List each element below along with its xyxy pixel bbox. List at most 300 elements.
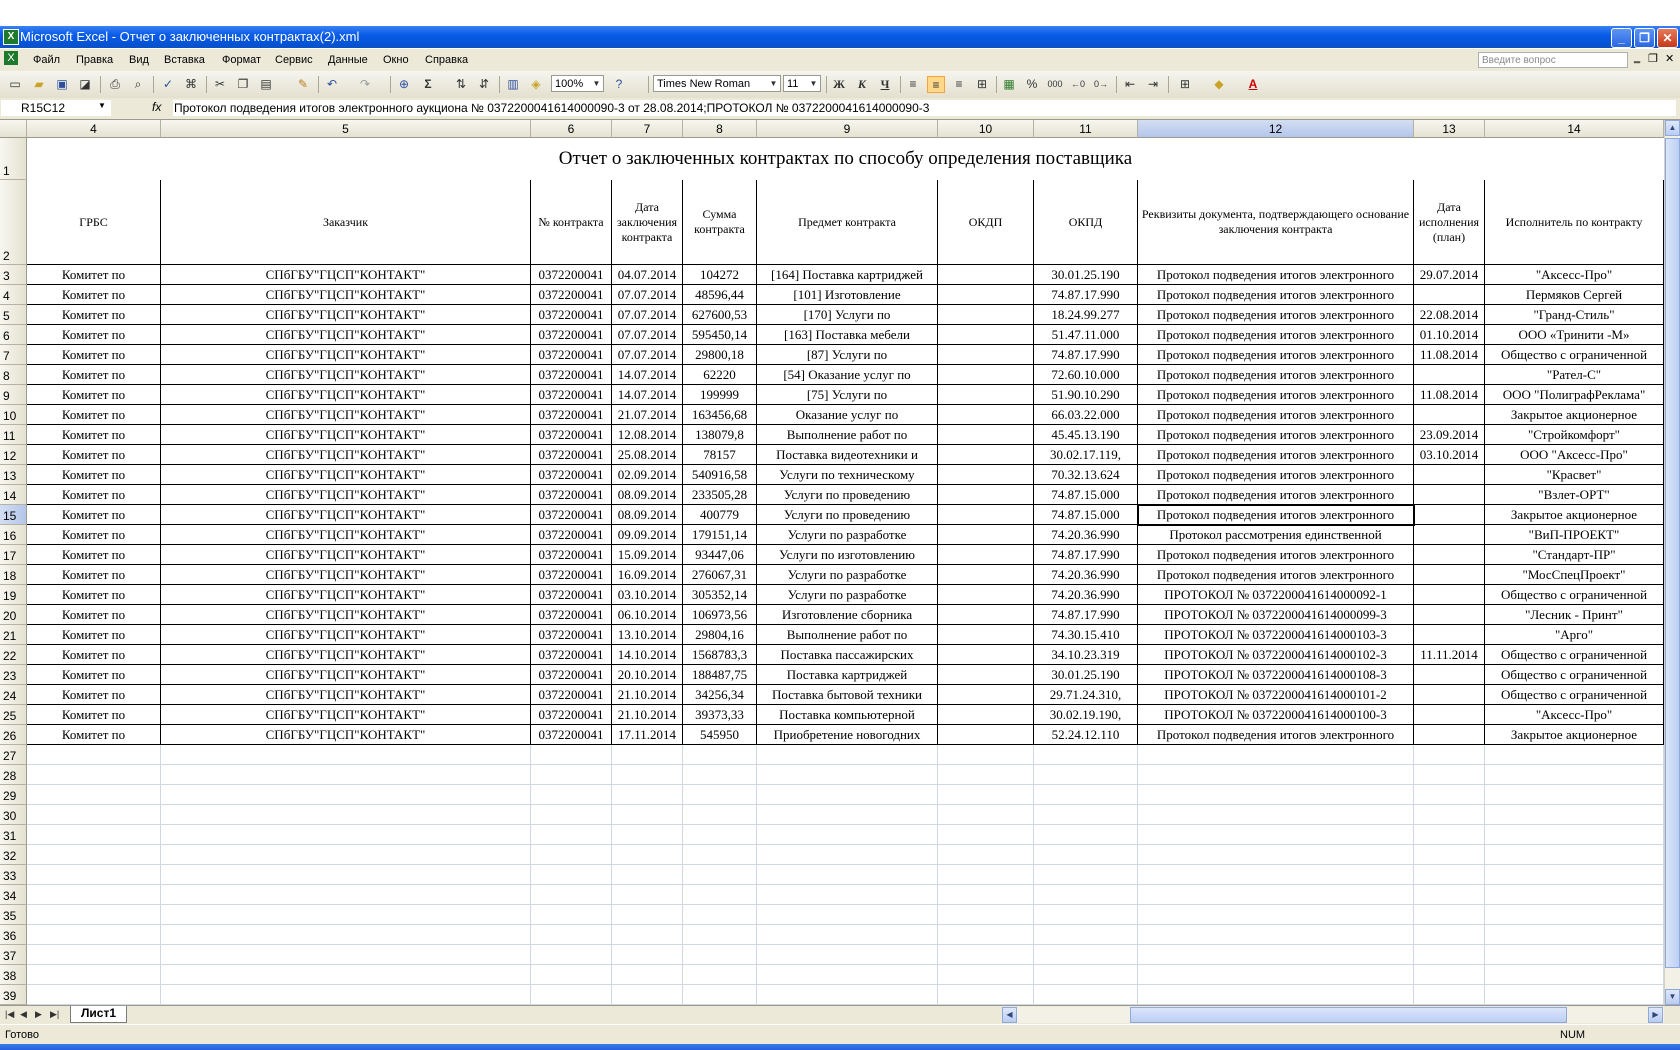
table-cell[interactable]: 0372200041 bbox=[531, 565, 612, 585]
table-cell[interactable] bbox=[1414, 625, 1485, 645]
table-cell[interactable]: 08.09.2014 bbox=[612, 505, 683, 525]
empty-cell[interactable] bbox=[757, 945, 938, 965]
table-cell[interactable]: "Стандарт-ПР" bbox=[1485, 545, 1664, 565]
empty-cell[interactable] bbox=[27, 925, 161, 945]
empty-cell[interactable] bbox=[938, 905, 1034, 925]
table-cell[interactable]: 30.02.19.190, bbox=[1034, 705, 1138, 725]
table-cell[interactable]: "Красвет" bbox=[1485, 465, 1664, 485]
empty-cell[interactable] bbox=[1138, 765, 1414, 785]
table-cell[interactable]: СПбГБУ"ГЦСП"КОНТАКТ" bbox=[161, 405, 531, 425]
row-header[interactable]: 19 bbox=[0, 585, 27, 605]
table-cell[interactable]: 0372200041 bbox=[531, 485, 612, 505]
increase-indent-icon[interactable]: ⇥ bbox=[1147, 77, 1159, 91]
print-icon[interactable]: ⎙ bbox=[110, 77, 120, 91]
empty-cell[interactable] bbox=[1138, 825, 1414, 845]
row-header[interactable]: 39 bbox=[0, 985, 27, 1005]
empty-cell[interactable] bbox=[1034, 865, 1138, 885]
empty-cell[interactable] bbox=[531, 945, 612, 965]
table-cell[interactable]: 70.32.13.624 bbox=[1034, 465, 1138, 485]
table-cell[interactable]: Услуги по разработке bbox=[757, 525, 938, 545]
column-header[interactable]: 7 bbox=[612, 120, 683, 138]
table-cell[interactable]: 74.20.36.990 bbox=[1034, 565, 1138, 585]
table-cell[interactable] bbox=[1414, 685, 1485, 705]
row-header[interactable]: 38 bbox=[0, 965, 27, 985]
table-header-cell[interactable]: Дата заключения контракта bbox=[612, 180, 683, 265]
table-cell[interactable] bbox=[938, 405, 1034, 425]
empty-cell[interactable] bbox=[1414, 985, 1485, 1005]
empty-cell[interactable] bbox=[938, 925, 1034, 945]
table-cell[interactable] bbox=[938, 725, 1034, 745]
empty-cell[interactable] bbox=[757, 825, 938, 845]
table-cell[interactable]: 305352,14 bbox=[683, 585, 757, 605]
table-cell[interactable]: 138079,8 bbox=[683, 425, 757, 445]
empty-cell[interactable] bbox=[1414, 905, 1485, 925]
table-cell[interactable] bbox=[938, 365, 1034, 385]
table-cell[interactable]: 12.08.2014 bbox=[612, 425, 683, 445]
empty-cell[interactable] bbox=[161, 785, 531, 805]
table-cell[interactable] bbox=[1414, 665, 1485, 685]
table-cell[interactable]: [101] Изготовление bbox=[757, 285, 938, 305]
align-center-icon[interactable]: ≡ bbox=[927, 76, 945, 93]
empty-cell[interactable] bbox=[27, 965, 161, 985]
copy-icon[interactable]: ❐ bbox=[237, 77, 249, 91]
empty-cell[interactable] bbox=[1414, 745, 1485, 765]
table-cell[interactable]: 13.10.2014 bbox=[612, 625, 683, 645]
table-cell[interactable]: 07.07.2014 bbox=[612, 285, 683, 305]
permission-icon[interactable]: ◪ bbox=[79, 77, 91, 91]
table-header-cell[interactable]: ГРБС bbox=[27, 180, 161, 265]
empty-cell[interactable] bbox=[757, 845, 938, 865]
empty-cell[interactable] bbox=[938, 945, 1034, 965]
empty-cell[interactable] bbox=[531, 925, 612, 945]
empty-cell[interactable] bbox=[1138, 985, 1414, 1005]
empty-cell[interactable] bbox=[1034, 845, 1138, 865]
table-cell[interactable]: 29.07.2014 bbox=[1414, 265, 1485, 285]
first-sheet-icon[interactable]: |◀ bbox=[5, 1009, 15, 1019]
font-color-button[interactable]: A bbox=[1248, 77, 1258, 91]
fx-icon[interactable]: fx bbox=[152, 100, 162, 114]
empty-cell[interactable] bbox=[1485, 805, 1664, 825]
empty-cell[interactable] bbox=[1414, 765, 1485, 785]
empty-cell[interactable] bbox=[612, 825, 683, 845]
open-icon[interactable]: ▰ bbox=[34, 77, 44, 91]
table-cell[interactable]: Комитет по bbox=[27, 325, 161, 345]
table-cell[interactable]: 93447,06 bbox=[683, 545, 757, 565]
table-cell[interactable]: 15.09.2014 bbox=[612, 545, 683, 565]
sort-descending-icon[interactable]: ⇵ bbox=[478, 77, 490, 91]
table-cell[interactable] bbox=[1414, 605, 1485, 625]
row-header[interactable]: 31 bbox=[0, 825, 27, 845]
table-cell[interactable]: 29804,16 bbox=[683, 625, 757, 645]
table-header-cell[interactable]: Реквизиты документа, подтверждающего основание заключения контракта bbox=[1138, 180, 1414, 265]
table-cell[interactable]: 06.10.2014 bbox=[612, 605, 683, 625]
table-cell[interactable]: Комитет по bbox=[27, 285, 161, 305]
table-cell[interactable]: "Аксесс-Про" bbox=[1485, 705, 1664, 725]
table-cell[interactable]: Выполнение работ по bbox=[757, 625, 938, 645]
formula-input[interactable]: Протокол подведения итогов электронного аукциона № 0372200041614000090-3 от 28.08.2014;ПРОТОКОЛ № 0372200041614000090-3 bbox=[173, 100, 1676, 116]
empty-cell[interactable] bbox=[612, 965, 683, 985]
table-cell[interactable]: ПРОТОКОЛ № 0372200041614000100-3 bbox=[1138, 705, 1414, 725]
table-cell[interactable]: СПбГБУ"ГЦСП"КОНТАКТ" bbox=[161, 645, 531, 665]
workbook-close-icon[interactable]: ✕ bbox=[1665, 53, 1675, 65]
table-cell[interactable]: 11.11.2014 bbox=[1414, 645, 1485, 665]
table-cell[interactable]: Протокол подведения итогов электронного bbox=[1138, 305, 1414, 325]
table-cell[interactable]: 106973,56 bbox=[683, 605, 757, 625]
empty-cell[interactable] bbox=[683, 945, 757, 965]
table-cell[interactable]: 30.01.25.190 bbox=[1034, 265, 1138, 285]
table-cell[interactable]: 52.24.12.110 bbox=[1034, 725, 1138, 745]
table-cell[interactable]: 1568783,3 bbox=[683, 645, 757, 665]
table-cell[interactable] bbox=[938, 665, 1034, 685]
table-cell[interactable]: Комитет по bbox=[27, 525, 161, 545]
row-header[interactable]: 34 bbox=[0, 885, 27, 905]
close-button[interactable]: ✕ bbox=[1657, 28, 1678, 48]
empty-cell[interactable] bbox=[1138, 805, 1414, 825]
paste-icon[interactable]: ▤ bbox=[260, 77, 272, 91]
empty-cell[interactable] bbox=[1485, 945, 1664, 965]
workbook-icon[interactable]: X bbox=[4, 51, 18, 65]
table-cell[interactable]: 0372200041 bbox=[531, 425, 612, 445]
empty-cell[interactable] bbox=[612, 865, 683, 885]
empty-cell[interactable] bbox=[938, 745, 1034, 765]
table-cell[interactable]: Комитет по bbox=[27, 505, 161, 525]
empty-cell[interactable] bbox=[1138, 865, 1414, 885]
empty-cell[interactable] bbox=[683, 865, 757, 885]
empty-cell[interactable] bbox=[1485, 925, 1664, 945]
empty-cell[interactable] bbox=[1414, 825, 1485, 845]
table-cell[interactable] bbox=[938, 585, 1034, 605]
table-cell[interactable]: 08.09.2014 bbox=[612, 485, 683, 505]
empty-cell[interactable] bbox=[1414, 965, 1485, 985]
table-cell[interactable]: 07.07.2014 bbox=[612, 345, 683, 365]
table-cell[interactable]: Пермяков Сергей bbox=[1485, 285, 1664, 305]
table-cell[interactable]: 163456,68 bbox=[683, 405, 757, 425]
table-cell[interactable]: Поставка компьютерной bbox=[757, 705, 938, 725]
empty-cell[interactable] bbox=[683, 765, 757, 785]
empty-cell[interactable] bbox=[612, 845, 683, 865]
table-cell[interactable]: 29800,18 bbox=[683, 345, 757, 365]
empty-cell[interactable] bbox=[757, 865, 938, 885]
empty-cell[interactable] bbox=[531, 965, 612, 985]
column-header[interactable]: 6 bbox=[531, 120, 612, 138]
table-cell[interactable] bbox=[938, 485, 1034, 505]
table-cell[interactable] bbox=[1414, 285, 1485, 305]
table-cell[interactable]: Приобретение новогодних bbox=[757, 725, 938, 745]
table-cell[interactable] bbox=[938, 525, 1034, 545]
empty-cell[interactable] bbox=[1485, 745, 1664, 765]
table-cell[interactable] bbox=[938, 345, 1034, 365]
merge-center-icon[interactable]: ⊞ bbox=[976, 77, 988, 91]
table-cell[interactable]: Закрытое акционерное bbox=[1485, 725, 1664, 745]
table-cell[interactable] bbox=[1414, 465, 1485, 485]
empty-cell[interactable] bbox=[1138, 905, 1414, 925]
table-cell[interactable]: Комитет по bbox=[27, 565, 161, 585]
table-cell[interactable] bbox=[938, 285, 1034, 305]
autosum-icon[interactable]: Σ bbox=[424, 77, 432, 91]
table-cell[interactable]: ПРОТОКОЛ № 0372200041614000102-3 bbox=[1138, 645, 1414, 665]
table-cell[interactable]: СПбГБУ"ГЦСП"КОНТАКТ" bbox=[161, 545, 531, 565]
table-cell[interactable]: СПбГБУ"ГЦСП"КОНТАКТ" bbox=[161, 305, 531, 325]
next-sheet-icon[interactable]: ▶ bbox=[35, 1009, 42, 1019]
table-cell[interactable]: СПбГБУ"ГЦСП"КОНТАКТ" bbox=[161, 425, 531, 445]
minimize-button[interactable]: _ bbox=[1611, 28, 1632, 48]
empty-cell[interactable] bbox=[1414, 785, 1485, 805]
table-cell[interactable]: 72.60.10.000 bbox=[1034, 365, 1138, 385]
empty-cell[interactable] bbox=[27, 905, 161, 925]
row-header[interactable]: 20 bbox=[0, 605, 27, 625]
empty-cell[interactable] bbox=[612, 905, 683, 925]
table-cell[interactable] bbox=[1414, 525, 1485, 545]
row-header[interactable]: 11 bbox=[0, 425, 27, 445]
row-header[interactable]: 1 bbox=[0, 138, 27, 180]
table-cell[interactable]: СПбГБУ"ГЦСП"КОНТАКТ" bbox=[161, 325, 531, 345]
row-header[interactable]: 28 bbox=[0, 765, 27, 785]
empty-cell[interactable] bbox=[1138, 945, 1414, 965]
table-cell[interactable] bbox=[1414, 725, 1485, 745]
empty-cell[interactable] bbox=[938, 805, 1034, 825]
table-cell[interactable]: ООО «Тринити -М» bbox=[1485, 325, 1664, 345]
table-cell[interactable]: Протокол рассмотрения единственной bbox=[1138, 525, 1414, 545]
row-header[interactable]: 18 bbox=[0, 565, 27, 585]
empty-cell[interactable] bbox=[1138, 845, 1414, 865]
row-header[interactable]: 14 bbox=[0, 485, 27, 505]
empty-cell[interactable] bbox=[161, 745, 531, 765]
row-header[interactable]: 37 bbox=[0, 945, 27, 965]
empty-cell[interactable] bbox=[683, 785, 757, 805]
empty-cell[interactable] bbox=[683, 925, 757, 945]
table-cell[interactable]: Комитет по bbox=[27, 365, 161, 385]
empty-cell[interactable] bbox=[27, 945, 161, 965]
row-header[interactable]: 15 bbox=[0, 505, 27, 525]
table-cell[interactable]: [170] Услуги по bbox=[757, 305, 938, 325]
table-header-cell[interactable]: Сумма контракта bbox=[683, 180, 757, 265]
table-header-cell[interactable]: Исполнитель по контракту bbox=[1485, 180, 1664, 265]
table-cell[interactable]: Комитет по bbox=[27, 705, 161, 725]
table-cell[interactable]: 21.10.2014 bbox=[612, 685, 683, 705]
row-header[interactable]: 5 bbox=[0, 305, 27, 325]
table-cell[interactable]: [87] Услуги по bbox=[757, 345, 938, 365]
save-icon[interactable]: ▣ bbox=[56, 77, 68, 91]
table-cell[interactable]: СПбГБУ"ГЦСП"КОНТАКТ" bbox=[161, 525, 531, 545]
table-cell[interactable] bbox=[938, 705, 1034, 725]
menu-help[interactable]: Справка bbox=[425, 54, 469, 66]
table-cell[interactable]: 14.07.2014 bbox=[612, 385, 683, 405]
table-cell[interactable]: Общество с ограниченной bbox=[1485, 665, 1664, 685]
table-cell[interactable]: 0372200041 bbox=[531, 625, 612, 645]
empty-cell[interactable] bbox=[683, 905, 757, 925]
table-cell[interactable]: Протокол подведения итогов электронного bbox=[1138, 385, 1414, 405]
table-cell[interactable]: 545950 bbox=[683, 725, 757, 745]
menu-insert[interactable]: Вставка bbox=[164, 54, 205, 66]
table-cell[interactable]: 595450,14 bbox=[683, 325, 757, 345]
table-cell[interactable] bbox=[938, 685, 1034, 705]
table-cell[interactable]: Поставка пассажирских bbox=[757, 645, 938, 665]
table-cell[interactable]: [54] Оказание услуг по bbox=[757, 365, 938, 385]
table-cell[interactable]: Комитет по bbox=[27, 265, 161, 285]
table-cell[interactable]: 74.87.17.990 bbox=[1034, 345, 1138, 365]
table-cell[interactable]: "Взлет-ОРТ" bbox=[1485, 485, 1664, 505]
column-header[interactable]: 5 bbox=[161, 120, 531, 138]
empty-cell[interactable] bbox=[161, 805, 531, 825]
empty-cell[interactable] bbox=[27, 785, 161, 805]
empty-cell[interactable] bbox=[1414, 865, 1485, 885]
table-cell[interactable] bbox=[1414, 545, 1485, 565]
empty-cell[interactable] bbox=[938, 845, 1034, 865]
empty-cell[interactable] bbox=[161, 865, 531, 885]
table-cell[interactable]: 01.10.2014 bbox=[1414, 325, 1485, 345]
empty-cell[interactable] bbox=[1485, 765, 1664, 785]
row-header[interactable]: 25 bbox=[0, 705, 27, 725]
zoom-select[interactable] bbox=[551, 75, 604, 92]
table-cell[interactable]: 45.45.13.190 bbox=[1034, 425, 1138, 445]
table-cell[interactable]: Комитет по bbox=[27, 345, 161, 365]
table-cell[interactable]: 11.08.2014 bbox=[1414, 385, 1485, 405]
table-cell[interactable]: СПбГБУ"ГЦСП"КОНТАКТ" bbox=[161, 385, 531, 405]
decrease-decimal-icon[interactable]: 0→ bbox=[1093, 79, 1108, 89]
table-cell[interactable] bbox=[1414, 365, 1485, 385]
table-cell[interactable]: СПбГБУ"ГЦСП"КОНТАКТ" bbox=[161, 485, 531, 505]
row-header[interactable]: 21 bbox=[0, 625, 27, 645]
table-cell[interactable]: ПРОТОКОЛ № 0372200041614000108-3 bbox=[1138, 665, 1414, 685]
table-cell[interactable]: СПбГБУ"ГЦСП"КОНТАКТ" bbox=[161, 505, 531, 525]
menu-data[interactable]: Данные bbox=[328, 54, 368, 66]
fill-color-icon[interactable]: ◆ bbox=[1214, 77, 1224, 91]
row-header[interactable]: 30 bbox=[0, 805, 27, 825]
row-header[interactable]: 6 bbox=[0, 325, 27, 345]
column-header[interactable]: 8 bbox=[683, 120, 757, 138]
table-cell[interactable]: ООО "ПолиграфРеклама" bbox=[1485, 385, 1664, 405]
table-cell[interactable]: 0372200041 bbox=[531, 365, 612, 385]
table-cell[interactable] bbox=[938, 265, 1034, 285]
row-header[interactable]: 32 bbox=[0, 845, 27, 865]
table-cell[interactable]: 0372200041 bbox=[531, 585, 612, 605]
empty-cell[interactable] bbox=[938, 965, 1034, 985]
hyperlink-icon[interactable]: ⊕ bbox=[398, 77, 410, 91]
sheet-tab[interactable]: Лист1 bbox=[70, 1006, 127, 1023]
column-header[interactable]: 13 bbox=[1414, 120, 1485, 138]
empty-cell[interactable] bbox=[683, 825, 757, 845]
table-cell[interactable]: 0372200041 bbox=[531, 265, 612, 285]
table-cell[interactable]: "Гранд-Стиль" bbox=[1485, 305, 1664, 325]
scroll-left-icon[interactable]: ◀ bbox=[1002, 1007, 1017, 1023]
table-cell[interactable]: СПбГБУ"ГЦСП"КОНТАКТ" bbox=[161, 445, 531, 465]
table-cell[interactable]: Протокол подведения итогов электронного bbox=[1138, 505, 1414, 525]
italic-button[interactable]: К bbox=[857, 77, 867, 91]
empty-cell[interactable] bbox=[683, 885, 757, 905]
empty-cell[interactable] bbox=[1138, 745, 1414, 765]
empty-cell[interactable] bbox=[1034, 945, 1138, 965]
table-cell[interactable]: "МосСпецПроект" bbox=[1485, 565, 1664, 585]
table-cell[interactable]: Общество с ограниченной bbox=[1485, 645, 1664, 665]
empty-cell[interactable] bbox=[612, 885, 683, 905]
row-header[interactable]: 9 bbox=[0, 385, 27, 405]
table-cell[interactable]: СПбГБУ"ГЦСП"КОНТАКТ" bbox=[161, 685, 531, 705]
table-cell[interactable] bbox=[938, 545, 1034, 565]
empty-cell[interactable] bbox=[1485, 845, 1664, 865]
empty-cell[interactable] bbox=[612, 765, 683, 785]
empty-cell[interactable] bbox=[1034, 985, 1138, 1005]
empty-cell[interactable] bbox=[27, 825, 161, 845]
table-cell[interactable] bbox=[938, 645, 1034, 665]
table-cell[interactable]: "Рател-С" bbox=[1485, 365, 1664, 385]
menu-file[interactable]: Файл bbox=[33, 54, 61, 66]
table-header-cell[interactable]: ОКДП bbox=[938, 180, 1034, 265]
empty-cell[interactable] bbox=[938, 825, 1034, 845]
empty-cell[interactable] bbox=[531, 805, 612, 825]
table-cell[interactable]: 18.24.99.277 bbox=[1034, 305, 1138, 325]
empty-cell[interactable] bbox=[1034, 925, 1138, 945]
table-cell[interactable]: Комитет по bbox=[27, 685, 161, 705]
increase-decimal-icon[interactable]: ←0 bbox=[1070, 79, 1085, 89]
row-header[interactable]: 10 bbox=[0, 405, 27, 425]
table-cell[interactable]: 51.90.10.290 bbox=[1034, 385, 1138, 405]
table-cell[interactable]: Протокол подведения итогов электронного bbox=[1138, 725, 1414, 745]
table-cell[interactable]: Общество с ограниченной bbox=[1485, 345, 1664, 365]
table-cell[interactable]: Комитет по bbox=[27, 485, 161, 505]
empty-cell[interactable] bbox=[757, 965, 938, 985]
drawing-icon[interactable]: ◈ bbox=[531, 77, 541, 91]
undo-icon[interactable]: ↶ bbox=[326, 77, 338, 91]
empty-cell[interactable] bbox=[757, 925, 938, 945]
table-cell[interactable] bbox=[938, 625, 1034, 645]
table-header-cell[interactable]: Дата исполнения (план) bbox=[1414, 180, 1485, 265]
column-header[interactable]: 10 bbox=[938, 120, 1034, 138]
table-cell[interactable]: 74.87.17.990 bbox=[1034, 285, 1138, 305]
table-cell[interactable]: 30.01.25.190 bbox=[1034, 665, 1138, 685]
table-cell[interactable]: 02.09.2014 bbox=[612, 465, 683, 485]
menu-tools[interactable]: Сервис bbox=[275, 54, 313, 66]
empty-cell[interactable] bbox=[1485, 785, 1664, 805]
empty-cell[interactable] bbox=[1034, 825, 1138, 845]
table-cell[interactable]: Комитет по bbox=[27, 645, 161, 665]
vertical-scrollbar[interactable] bbox=[1664, 120, 1680, 1005]
table-cell[interactable]: СПбГБУ"ГЦСП"КОНТАКТ" bbox=[161, 605, 531, 625]
empty-cell[interactable] bbox=[27, 845, 161, 865]
table-cell[interactable] bbox=[1414, 705, 1485, 725]
row-header[interactable]: 22 bbox=[0, 645, 27, 665]
table-cell[interactable]: Комитет по bbox=[27, 445, 161, 465]
empty-cell[interactable] bbox=[161, 845, 531, 865]
table-cell[interactable]: "Лесник - Принт" bbox=[1485, 605, 1664, 625]
table-cell[interactable]: Услуги по техническому bbox=[757, 465, 938, 485]
table-header-cell[interactable]: Предмет контракта bbox=[757, 180, 938, 265]
empty-cell[interactable] bbox=[757, 745, 938, 765]
table-cell[interactable]: 21.07.2014 bbox=[612, 405, 683, 425]
table-cell[interactable]: Поставка бытовой техники bbox=[757, 685, 938, 705]
empty-cell[interactable] bbox=[1034, 785, 1138, 805]
empty-cell[interactable] bbox=[938, 885, 1034, 905]
chevron-down-icon[interactable]: ▼ bbox=[98, 101, 106, 110]
menu-window[interactable]: Окно bbox=[383, 54, 409, 66]
table-cell[interactable]: Комитет по bbox=[27, 665, 161, 685]
table-cell[interactable] bbox=[1414, 505, 1485, 525]
chart-wizard-icon[interactable]: ▥ bbox=[507, 77, 519, 91]
empty-cell[interactable] bbox=[161, 765, 531, 785]
table-cell[interactable]: 07.07.2014 bbox=[612, 305, 683, 325]
empty-cell[interactable] bbox=[531, 765, 612, 785]
table-cell[interactable] bbox=[938, 505, 1034, 525]
table-cell[interactable]: Комитет по bbox=[27, 585, 161, 605]
empty-cell[interactable] bbox=[161, 925, 531, 945]
table-cell[interactable]: ПРОТОКОЛ № 0372200041614000099-3 bbox=[1138, 605, 1414, 625]
table-cell[interactable]: 0372200041 bbox=[531, 505, 612, 525]
table-cell[interactable]: 0372200041 bbox=[531, 525, 612, 545]
empty-cell[interactable] bbox=[161, 985, 531, 1005]
row-header[interactable]: 29 bbox=[0, 785, 27, 805]
table-cell[interactable]: СПбГБУ"ГЦСП"КОНТАКТ" bbox=[161, 625, 531, 645]
table-cell[interactable]: 0372200041 bbox=[531, 385, 612, 405]
empty-cell[interactable] bbox=[27, 765, 161, 785]
